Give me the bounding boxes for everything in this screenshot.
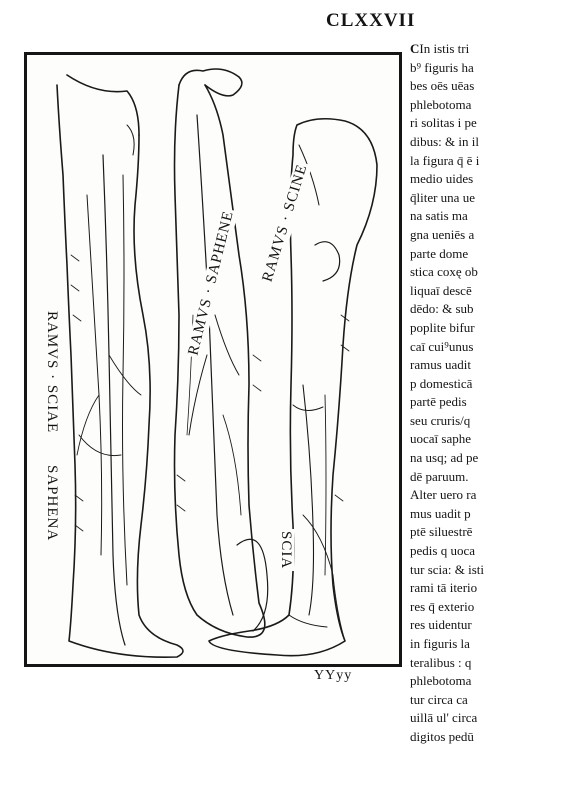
text-line: p domesticā [410,375,473,391]
text-line: teralibus : q [410,654,472,670]
text-line: ramus uadit [410,357,472,373]
text-line: medio uides [410,171,474,187]
text-line: b⁹ figuris ha [410,59,474,75]
text-line: res uidentur [410,617,472,633]
text-line: rami tā iterio [410,580,478,596]
text-line: tur scia: & isti [410,561,485,577]
text-line: poplite bifur [410,319,475,335]
label-ramus-scine: RAMVS · SCINE [259,160,312,286]
text-line: liquaī descē [410,282,472,298]
woodcut-plate [24,52,402,667]
text-line: na usq; ad pe [410,450,479,466]
text-column [410,40,560,747]
text-line: pedis q uoca [410,543,475,559]
text-line: uocaī saphe [410,431,472,447]
text-line: partē pedis [410,394,467,410]
text-line: la figura q̄ ē i [410,152,480,168]
text-line: Alter uero ra [410,487,477,503]
text-line: tur circa ca [410,691,468,707]
text-line: dē paruum. [410,468,469,484]
text-line: seu cruris/q [410,412,471,428]
text-line: gna ueniēs a [410,226,475,242]
text-line: res q̄ exterio [410,598,475,614]
text-line: caī cui⁹unus [410,338,474,354]
text-line: bes oēs uēas [410,78,475,94]
text-line: phlebotoma [410,673,472,689]
text-line: digitos pedū [410,728,474,744]
text-line: ri solitas i pe [410,115,477,131]
text-line: CIn istis tri [410,41,470,56]
text-line: uillā ul' circa [410,710,478,726]
page-folio-number: CLXXVII [326,10,416,31]
text-line: in figuris la [410,636,470,651]
text-line: mus uadit p [410,505,471,521]
text-line: stica coxę ob [410,264,478,280]
text-line: q̄liter una ue [410,189,475,205]
text-line: parte dome [410,245,469,261]
text-line: na satis ma [410,208,468,224]
text-line: ptē siluestrē [410,524,473,540]
label-ramus-sciae: RAMVS · SCIAE [44,311,60,434]
signature-mark: YYyy [314,668,353,683]
text-line: phlebotoma [410,96,472,112]
label-ramus-saphene: RAMVS · SAPHENE [185,207,238,359]
leg-anatomy-woodcut [27,55,399,664]
label-scia-right: SCIA [278,531,294,570]
text-line: dibus: & in il [410,133,479,149]
label-saphena-left: SAPHENA [44,465,60,542]
text-line: dēdo: & sub [410,301,474,317]
